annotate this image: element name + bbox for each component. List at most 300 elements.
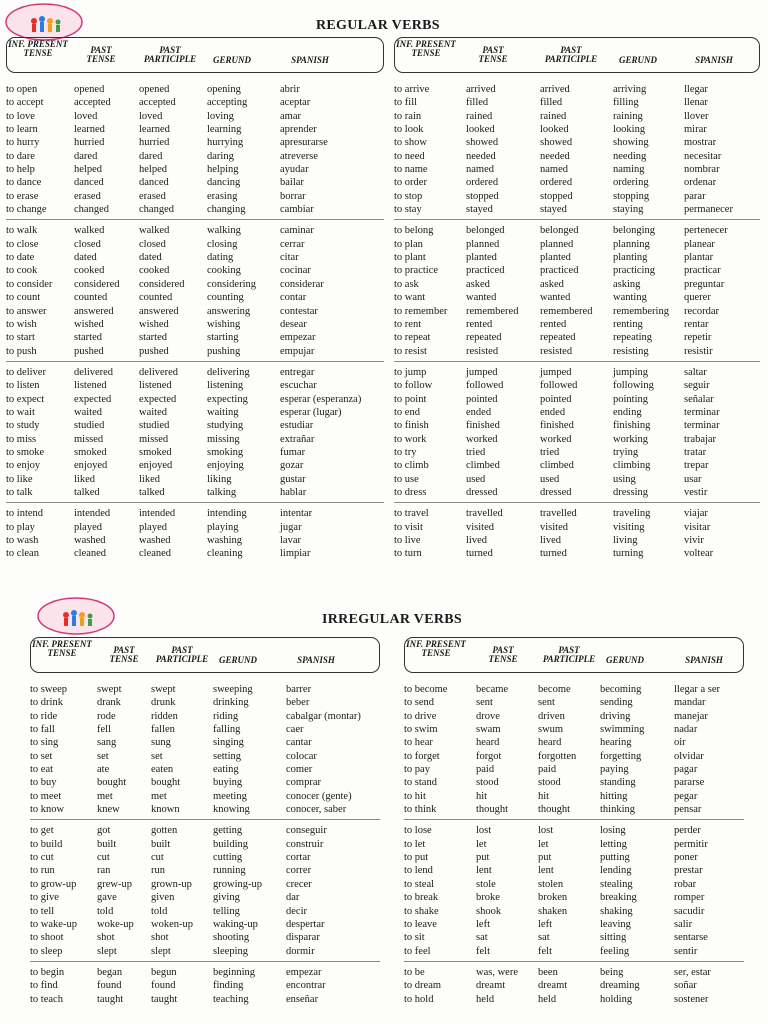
spanish-cell: prestar bbox=[674, 865, 703, 877]
gerund-cell: raining bbox=[613, 110, 643, 122]
verb-row bbox=[30, 763, 380, 776]
spanish-cell: escuchar bbox=[280, 380, 317, 392]
gerund-cell: planning bbox=[613, 238, 650, 250]
column-header-box bbox=[404, 637, 744, 673]
verb-row bbox=[6, 393, 384, 406]
infinitive-cell: to start bbox=[6, 332, 35, 344]
spanish-cell: empezar bbox=[286, 966, 322, 978]
infinitive-cell: to be bbox=[404, 966, 425, 978]
verb-row bbox=[6, 291, 384, 304]
verb-rows bbox=[394, 79, 760, 564]
infinitive-cell: to answer bbox=[6, 305, 47, 317]
spanish-cell: permanecer bbox=[684, 204, 733, 216]
verb-row bbox=[394, 190, 760, 203]
gerund-cell: waiting bbox=[207, 406, 239, 418]
column-header-box bbox=[30, 637, 380, 673]
past-participle-cell: pushed bbox=[139, 345, 169, 357]
gerund-cell: finding bbox=[213, 980, 244, 992]
past-tense-cell: travelled bbox=[466, 508, 503, 520]
past-participle-cell: driven bbox=[538, 710, 565, 722]
gerund-cell: filling bbox=[613, 97, 639, 109]
infinitive-cell: to rent bbox=[394, 318, 422, 330]
gerund-cell: looking bbox=[613, 124, 646, 136]
infinitive-cell: to help bbox=[6, 164, 35, 176]
verb-row bbox=[6, 379, 384, 392]
infinitive-cell: to erase bbox=[6, 190, 39, 202]
past-tense-cell: cleaned bbox=[74, 548, 107, 560]
verb-group bbox=[394, 219, 760, 360]
gerund-cell: renting bbox=[613, 318, 643, 330]
verb-row bbox=[394, 163, 760, 176]
verb-row bbox=[6, 507, 384, 520]
infinitive-cell: to travel bbox=[394, 508, 429, 520]
past-tense-cell: sang bbox=[97, 737, 117, 749]
verb-row bbox=[6, 547, 384, 560]
spanish-cell: permitir bbox=[674, 838, 708, 850]
gerund-cell: pushing bbox=[207, 345, 241, 357]
infinitive-cell: to walk bbox=[6, 225, 38, 237]
past-participle-cell: practiced bbox=[540, 265, 579, 277]
spanish-cell: pararse bbox=[674, 777, 705, 789]
infinitive-cell: to eat bbox=[30, 764, 54, 776]
past-participle-cell: used bbox=[540, 473, 560, 485]
gerund-cell: jumping bbox=[613, 366, 649, 378]
past-participle-cell: shot bbox=[151, 932, 169, 944]
gerund-cell: drinking bbox=[213, 697, 249, 709]
gerund-cell: smoking bbox=[207, 446, 244, 458]
column-header-box bbox=[394, 37, 760, 73]
infinitive-cell: to steal bbox=[404, 878, 435, 890]
past-tense-cell: ended bbox=[466, 406, 492, 418]
gerund-cell: loving bbox=[207, 110, 234, 122]
gerund-cell: enjoying bbox=[207, 460, 244, 472]
past-participle-cell: heard bbox=[538, 737, 562, 749]
past-tense-cell: got bbox=[97, 825, 111, 837]
past-participle-cell: climbed bbox=[540, 460, 574, 472]
spanish-cell: cabalgar (montar) bbox=[286, 710, 361, 722]
past-tense-cell: stopped bbox=[466, 190, 499, 202]
past-participle-cell: tried bbox=[540, 446, 560, 458]
infinitive-cell: to end bbox=[394, 406, 420, 418]
gerund-cell: knowing bbox=[213, 804, 250, 816]
gerund-cell: showing bbox=[613, 137, 649, 149]
verb-row bbox=[30, 993, 380, 1006]
verb-row bbox=[404, 776, 744, 789]
past-participle-cell: erased bbox=[139, 190, 166, 202]
spanish-cell: salir bbox=[674, 918, 693, 930]
header-past-participle: PAST PARTICIPLE bbox=[544, 45, 598, 64]
infinitive-cell: to cook bbox=[6, 265, 38, 277]
past-tense-cell: remembered bbox=[466, 305, 519, 317]
gerund-cell: feeling bbox=[600, 945, 630, 957]
infinitive-cell: to leave bbox=[404, 918, 437, 930]
infinitive-cell: to hurry bbox=[6, 137, 40, 149]
past-tense-cell: became bbox=[476, 684, 509, 695]
gerund-cell: studying bbox=[207, 420, 244, 432]
past-tense-cell: wished bbox=[74, 318, 104, 330]
past-tense-cell: slept bbox=[97, 945, 117, 957]
past-participle-cell: walked bbox=[139, 225, 170, 237]
spanish-cell: disparar bbox=[286, 932, 320, 944]
past-participle-cell: accepted bbox=[139, 97, 176, 109]
spanish-cell: bailar bbox=[280, 177, 304, 189]
spanish-cell: llenar bbox=[684, 97, 708, 109]
spanish-cell: conocer (gente) bbox=[286, 790, 352, 802]
past-tense-cell: loved bbox=[74, 110, 98, 122]
verb-row bbox=[404, 905, 744, 918]
verb-row bbox=[394, 379, 760, 392]
verb-row bbox=[30, 891, 380, 904]
infinitive-cell: to think bbox=[404, 804, 437, 816]
past-tense-cell: fell bbox=[97, 724, 111, 736]
spanish-cell: empujar bbox=[280, 345, 315, 357]
gerund-cell: considering bbox=[207, 278, 256, 290]
spanish-cell: visitar bbox=[684, 521, 711, 533]
past-tense-cell: lost bbox=[476, 825, 492, 837]
infinitive-cell: to buy bbox=[30, 777, 57, 789]
past-participle-cell: hit bbox=[538, 790, 550, 802]
infinitive-cell: to shake bbox=[404, 905, 439, 917]
past-tense-cell: paid bbox=[476, 764, 495, 776]
infinitive-cell: to plan bbox=[394, 238, 423, 250]
spanish-cell: practicar bbox=[684, 265, 721, 277]
verb-row bbox=[6, 96, 384, 109]
verb-row bbox=[6, 251, 384, 264]
past-participle-cell: needed bbox=[540, 150, 570, 162]
gerund-cell: paying bbox=[600, 764, 629, 776]
gerund-cell: breaking bbox=[600, 892, 637, 904]
verb-row bbox=[394, 203, 760, 216]
spanish-cell: resistir bbox=[684, 345, 713, 357]
gerund-cell: sitting bbox=[600, 932, 627, 944]
infinitive-cell: to know bbox=[30, 804, 65, 816]
past-participle-cell: sung bbox=[151, 737, 171, 749]
infinitive-cell: to turn bbox=[394, 548, 422, 560]
verb-group bbox=[6, 219, 384, 360]
spanish-cell: cantar bbox=[286, 737, 312, 749]
past-participle-cell: dressed bbox=[540, 486, 572, 498]
past-tense-cell: delivered bbox=[74, 366, 114, 378]
header-past-tense: PAST TENSE bbox=[488, 645, 518, 664]
gerund-cell: sending bbox=[600, 697, 633, 709]
spanish-cell: sacudir bbox=[674, 905, 705, 917]
past-tense-cell: resisted bbox=[466, 345, 499, 357]
verb-row bbox=[394, 547, 760, 560]
spanish-cell: desear bbox=[280, 318, 307, 330]
gerund-cell: sweeping bbox=[213, 684, 253, 695]
header-past-tense: PAST TENSE bbox=[86, 45, 116, 64]
verb-row bbox=[6, 366, 384, 379]
gerund-cell: missing bbox=[207, 433, 240, 445]
past-participle-cell: left bbox=[538, 918, 552, 930]
infinitive-cell: to date bbox=[6, 252, 35, 264]
spanish-cell: vestir bbox=[684, 486, 708, 498]
infinitive-cell: to build bbox=[30, 838, 63, 850]
gerund-cell: playing bbox=[207, 521, 239, 533]
verb-group bbox=[6, 361, 384, 502]
infinitive-cell: to resist bbox=[394, 345, 427, 357]
past-participle-cell: ended bbox=[540, 406, 566, 418]
past-tense-cell: washed bbox=[74, 535, 106, 546]
header-spanish: SPANISH bbox=[685, 655, 723, 665]
verb-row bbox=[404, 803, 744, 816]
past-tense-cell: lived bbox=[466, 535, 487, 546]
verb-row bbox=[6, 176, 384, 189]
infinitive-cell: to study bbox=[6, 420, 40, 432]
infinitive-cell: to listen bbox=[6, 380, 40, 392]
infinitive-cell: to hit bbox=[404, 790, 426, 802]
column-header-box bbox=[6, 37, 384, 73]
spanish-cell: tratar bbox=[684, 446, 707, 458]
spanish-cell: gustar bbox=[280, 473, 306, 485]
header-infinitive: INF. PRESENT TENSE bbox=[8, 39, 68, 58]
gerund-cell: riding bbox=[213, 710, 239, 722]
gerund-cell: driving bbox=[600, 710, 631, 722]
past-participle-cell: resisted bbox=[540, 345, 573, 357]
verb-row bbox=[30, 723, 380, 736]
past-tense-cell: ordered bbox=[466, 177, 499, 189]
past-tense-cell: dated bbox=[74, 252, 97, 264]
past-tense-cell: bought bbox=[97, 777, 127, 789]
past-participle-cell: planned bbox=[540, 238, 574, 250]
verb-row bbox=[404, 851, 744, 864]
gerund-cell: cooking bbox=[207, 265, 241, 277]
gerund-cell: stealing bbox=[600, 878, 633, 890]
past-tense-cell: wanted bbox=[466, 292, 497, 304]
verb-row bbox=[394, 264, 760, 277]
infinitive-cell: to push bbox=[6, 345, 37, 357]
verb-row bbox=[394, 433, 760, 446]
header-gerund: GERUND bbox=[618, 55, 657, 65]
past-tense-cell: built bbox=[97, 838, 117, 850]
gerund-cell: holding bbox=[600, 993, 633, 1005]
past-participle-cell: started bbox=[139, 332, 167, 344]
gerund-cell: erasing bbox=[207, 190, 238, 202]
spanish-cell: aprender bbox=[280, 124, 317, 136]
past-tense-cell: grew-up bbox=[97, 878, 132, 890]
spanish-cell: cocinar bbox=[280, 265, 311, 277]
verb-row bbox=[404, 891, 744, 904]
spanish-cell: fumar bbox=[280, 446, 306, 458]
verb-row bbox=[394, 345, 760, 358]
verb-row bbox=[394, 251, 760, 264]
gerund-cell: resisting bbox=[613, 345, 649, 357]
infinitive-cell: to dress bbox=[394, 486, 427, 498]
infinitive-cell: to feel bbox=[404, 945, 431, 957]
past-participle-cell: found bbox=[151, 980, 176, 992]
past-participle-cell: wanted bbox=[540, 292, 571, 304]
gerund-cell: listening bbox=[207, 380, 244, 392]
past-participle-cell: eaten bbox=[151, 764, 174, 776]
past-tense-cell: drank bbox=[97, 697, 121, 709]
verb-row bbox=[30, 838, 380, 851]
past-participle-cell: lost bbox=[538, 825, 554, 837]
spanish-cell: lavar bbox=[280, 535, 301, 546]
past-tense-cell: worked bbox=[466, 433, 498, 445]
past-tense-cell: broke bbox=[476, 892, 500, 904]
gerund-cell: starting bbox=[207, 332, 239, 344]
spanish-cell: repetir bbox=[684, 332, 712, 344]
verb-row bbox=[394, 331, 760, 344]
gerund-cell: learning bbox=[207, 124, 242, 136]
gerund-cell: using bbox=[613, 473, 636, 485]
past-tense-cell: planned bbox=[466, 238, 500, 250]
past-participle-cell: slept bbox=[151, 945, 171, 957]
past-tense-cell: waited bbox=[74, 406, 102, 418]
gerund-cell: being bbox=[600, 966, 624, 978]
past-tense-cell: turned bbox=[466, 548, 493, 560]
past-participle-cell: showed bbox=[540, 137, 573, 149]
irregular-right-panel bbox=[404, 637, 744, 1009]
spanish-cell: llover bbox=[684, 110, 709, 122]
verb-row bbox=[30, 683, 380, 696]
past-tense-cell: enjoyed bbox=[74, 460, 108, 472]
spanish-cell: comprar bbox=[286, 777, 321, 789]
past-participle-cell: cut bbox=[151, 852, 164, 864]
past-tense-cell: sent bbox=[476, 697, 493, 709]
verb-row bbox=[394, 305, 760, 318]
past-tense-cell: followed bbox=[466, 380, 504, 392]
verb-row bbox=[394, 96, 760, 109]
past-tense-cell: held bbox=[476, 993, 495, 1005]
past-tense-cell: was, were bbox=[476, 966, 518, 978]
gerund-cell: practicing bbox=[613, 265, 655, 277]
gerund-cell: dressing bbox=[613, 486, 648, 498]
verb-row bbox=[394, 473, 760, 486]
infinitive-cell: to open bbox=[6, 84, 38, 95]
spanish-cell: contestar bbox=[280, 305, 318, 317]
gerund-cell: losing bbox=[600, 825, 626, 837]
past-tense-cell: named bbox=[466, 164, 494, 176]
verb-group bbox=[6, 502, 384, 563]
spanish-cell: llegar bbox=[684, 84, 708, 95]
infinitive-cell: to shoot bbox=[30, 932, 64, 944]
spanish-cell: voltear bbox=[684, 548, 714, 560]
gerund-cell: answering bbox=[207, 305, 251, 317]
gerund-cell: naming bbox=[613, 164, 645, 176]
infinitive-cell: to stand bbox=[404, 777, 437, 789]
infinitive-cell: to hold bbox=[404, 993, 434, 1005]
gerund-cell: liking bbox=[207, 473, 232, 485]
verb-group bbox=[30, 679, 380, 819]
verb-row bbox=[6, 521, 384, 534]
gerund-cell: opening bbox=[207, 84, 241, 95]
gerund-cell: accepting bbox=[207, 97, 248, 109]
past-tense-cell: planted bbox=[466, 252, 497, 264]
makaronko-logo-top bbox=[4, 2, 84, 42]
verb-row bbox=[6, 406, 384, 419]
past-tense-cell: asked bbox=[466, 278, 490, 290]
infinitive-cell: to point bbox=[394, 393, 427, 405]
infinitive-cell: to smoke bbox=[6, 446, 45, 458]
past-tense-cell: finished bbox=[466, 420, 500, 432]
verb-row bbox=[404, 683, 744, 696]
past-tense-cell: drove bbox=[476, 710, 500, 722]
infinitive-cell: to accept bbox=[6, 97, 44, 109]
header-infinitive: INF. PRESENT TENSE bbox=[406, 639, 466, 658]
verb-row bbox=[404, 979, 744, 992]
spanish-cell: pertenecer bbox=[684, 225, 728, 237]
past-participle-cell: cooked bbox=[139, 265, 170, 277]
verb-row bbox=[394, 176, 760, 189]
gerund-cell: leaving bbox=[600, 918, 631, 930]
gerund-cell: expecting bbox=[207, 393, 248, 405]
infinitive-cell: to set bbox=[30, 750, 53, 762]
verb-row bbox=[30, 966, 380, 979]
infinitive-cell: to let bbox=[404, 838, 426, 850]
header-past-participle: PAST PARTICIPLE bbox=[155, 645, 209, 664]
spanish-cell: sentir bbox=[674, 945, 698, 957]
infinitive-cell: to rain bbox=[394, 110, 422, 122]
spanish-cell: borrar bbox=[280, 190, 306, 202]
past-tense-cell: arrived bbox=[466, 84, 496, 95]
infinitive-cell: to wish bbox=[6, 318, 37, 330]
gerund-cell: cutting bbox=[213, 852, 243, 864]
infinitive-cell: to plant bbox=[394, 252, 426, 264]
verb-group bbox=[394, 79, 760, 219]
past-participle-cell: begun bbox=[151, 966, 177, 978]
spanish-cell: ser, estar bbox=[674, 966, 711, 978]
gerund-cell: hurrying bbox=[207, 137, 244, 149]
past-tense-cell: started bbox=[74, 332, 102, 344]
gerund-cell: visiting bbox=[613, 521, 645, 533]
spanish-cell: estudiar bbox=[280, 420, 314, 432]
makaronko-logo-graphic bbox=[4, 2, 84, 42]
infinitive-cell: to talk bbox=[6, 486, 33, 498]
spanish-cell: querer bbox=[684, 292, 711, 304]
past-tense-cell: cut bbox=[97, 852, 110, 864]
verb-group bbox=[404, 961, 744, 1009]
past-participle-cell: opened bbox=[139, 84, 170, 95]
verb-row bbox=[394, 224, 760, 237]
spanish-cell: trepar bbox=[684, 460, 709, 472]
past-participle-cell: been bbox=[538, 966, 558, 978]
infinitive-cell: to repeat bbox=[394, 332, 431, 344]
verb-row bbox=[30, 945, 380, 958]
gerund-cell: intending bbox=[207, 508, 247, 520]
past-tense-cell: shot bbox=[97, 932, 115, 944]
gerund-cell: daring bbox=[207, 150, 234, 162]
spanish-cell: limpiar bbox=[280, 548, 311, 560]
verb-row bbox=[30, 803, 380, 816]
infinitive-cell: to order bbox=[394, 177, 427, 189]
spanish-cell: viajar bbox=[684, 508, 708, 520]
past-participle-cell: played bbox=[139, 521, 167, 533]
past-tense-cell: sat bbox=[476, 932, 488, 944]
verb-row bbox=[404, 723, 744, 736]
infinitive-cell: to lose bbox=[404, 825, 432, 837]
infinitive-cell: to fill bbox=[394, 97, 418, 109]
spanish-cell: plantar bbox=[684, 252, 714, 264]
infinitive-cell: to pay bbox=[404, 764, 430, 776]
infinitive-cell: to wake-up bbox=[30, 918, 77, 930]
verb-row bbox=[394, 238, 760, 251]
past-tense-cell: dressed bbox=[466, 486, 498, 498]
past-tense-cell: danced bbox=[74, 177, 104, 189]
spanish-cell: pagar bbox=[674, 764, 698, 776]
spanish-cell: ayudar bbox=[280, 164, 309, 176]
past-participle-cell: told bbox=[151, 905, 168, 917]
verb-row bbox=[6, 419, 384, 432]
gerund-cell: closing bbox=[207, 238, 238, 250]
infinitive-cell: to grow-up bbox=[30, 878, 77, 890]
header-infinitive: INF. PRESENT TENSE bbox=[32, 639, 92, 658]
gerund-cell: standing bbox=[600, 777, 636, 789]
verb-row bbox=[404, 824, 744, 837]
verb-group bbox=[394, 361, 760, 502]
past-participle-cell: asked bbox=[540, 278, 564, 290]
past-participle-cell: wished bbox=[139, 318, 169, 330]
